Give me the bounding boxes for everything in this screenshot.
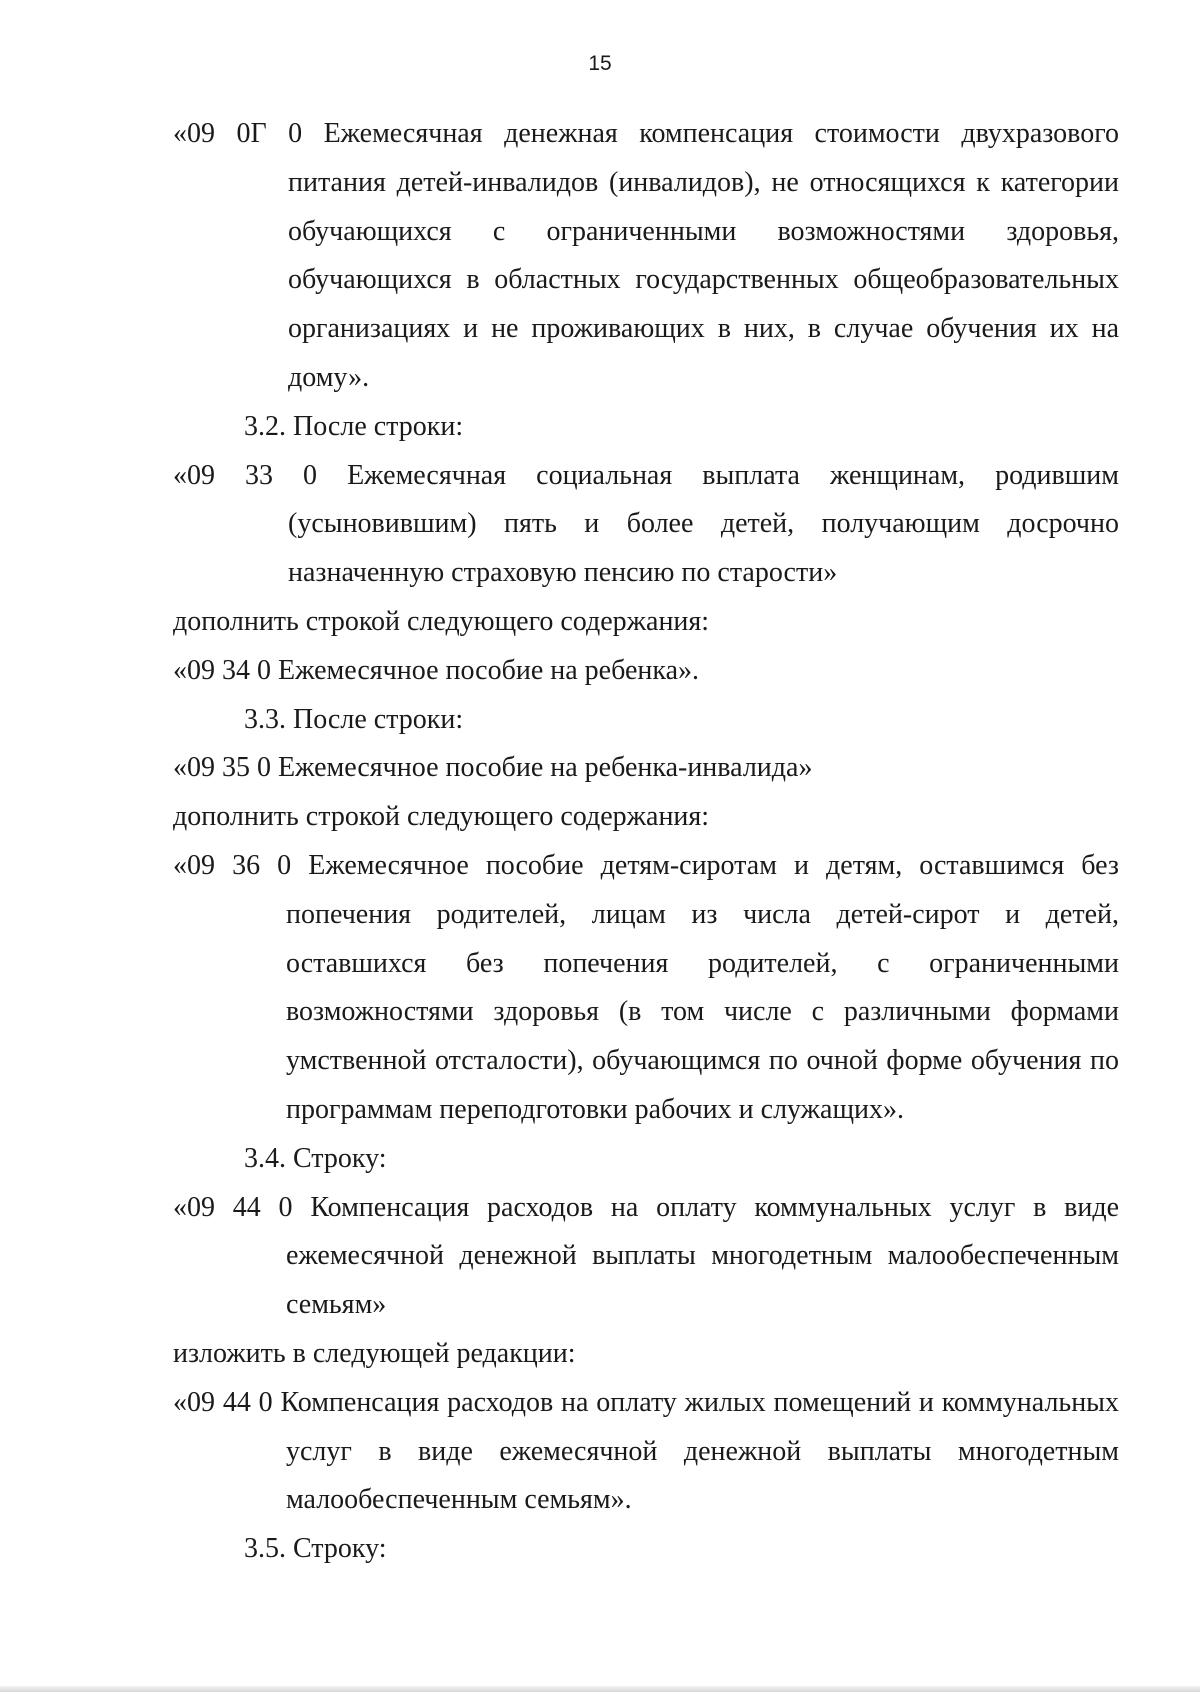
budget-line-09-35-0: «09 35 0 Ежемесячное пособие на ребенка-инвалида» bbox=[173, 752, 813, 784]
clause-3-3: 3.3. После строки: bbox=[244, 703, 464, 735]
budget-line-09-36-0: «09 36 0 Ежемесячное пособие детям-сиротам и детям, оставшимся без попечения родителей, лицам из числа детей-сирот и детей, оставшихся без попечения родителей, с ограниченными возможностями здоровья (в том числе с различными формами умственной отсталости), обучающимся по очной форме обучения по программам переподготовки рабочих и служащих». bbox=[173, 849, 1119, 1125]
clause-3-5: 3.5. Строку: bbox=[244, 1533, 387, 1565]
scan-bottom-edge bbox=[0, 1686, 1200, 1692]
instruction-restate: изложить в следующей редакции: bbox=[173, 1337, 576, 1369]
instruction-add-line: дополнить строкой следующего содержания: bbox=[173, 801, 710, 833]
instruction-add-line: дополнить строкой следующего содержания: bbox=[173, 605, 710, 637]
budget-line-09-44-0-new: «09 44 0 Компенсация расходов на оплату жилых помещений и коммунальных услуг в виде ежемесячной денежной выплаты многодетным малообеспеченным семьям». bbox=[173, 1386, 1119, 1516]
clause-3-2: 3.2. После строки: bbox=[244, 410, 464, 442]
budget-line-09-33-0: «09 33 0 Ежемесячная социальная выплата женщинам, родившим (усыновившим) пять и более детей, получающим досрочно назначенную страховую пенсию по старости» bbox=[173, 459, 1119, 589]
document-body bbox=[173, 110, 1119, 1574]
budget-line-09-44-0-old: «09 44 0 Компенсация расходов на оплату коммунальных услуг в виде ежемесячной денежной выплаты многодетным малообеспеченным семьям» bbox=[173, 1191, 1119, 1321]
budget-line-09-0g-0: «09 0Г 0 Ежемесячная денежная компенсация стоимости двухразового питания детей-инвалидов (инвалидов), не относящихся к категории обучающихся с ограниченными возможностями здоровья, обучающихся в областных государственных общеобразовательных организациях и не проживающих в них, в случае обучения их на дому». bbox=[173, 118, 1119, 393]
page-number: 15 bbox=[588, 52, 612, 75]
budget-line-09-34-0: «09 34 0 Ежемесячное пособие на ребенка». bbox=[173, 654, 699, 686]
clause-3-4: 3.4. Строку: bbox=[244, 1142, 387, 1174]
